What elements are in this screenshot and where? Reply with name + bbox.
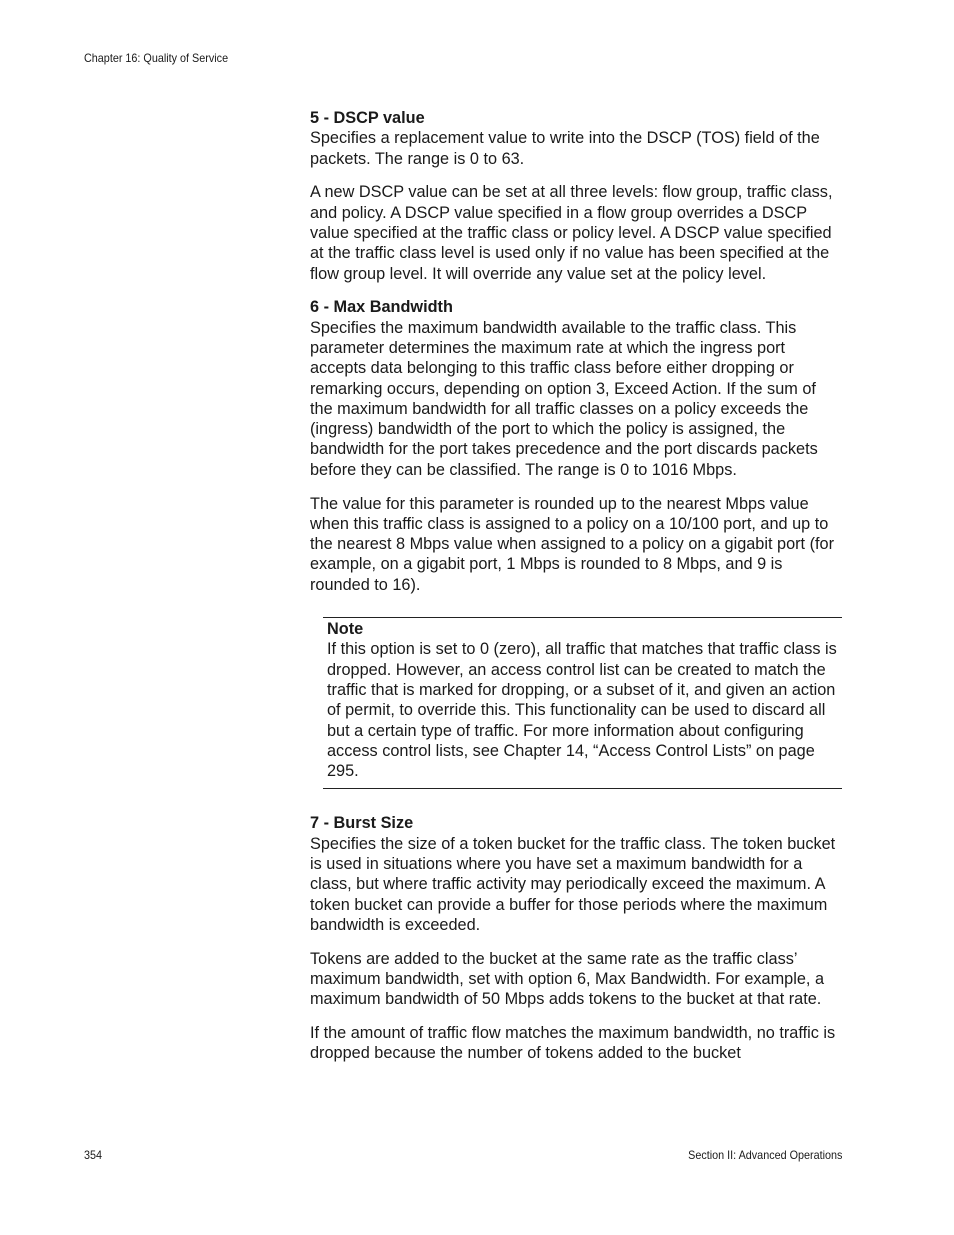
section-burst-size <box>310 813 842 1063</box>
paragraph: Specifies the size of a token bucket for the traffic class. The token bucket is used in situations where you have set a maximum bandwidth for a class, but where traffic activity may periodically exceed the maximum. A token bucket can provide a buffer for those periods where the maximum bandwidth is exceeded. <box>310 834 836 934</box>
note-text: If this option is set to 0 (zero), all traffic that matches that traffic class is dropped. However, an access control list can be created to match the traffic that is marked for dropping, or a subset of it, and given an action of permit, to override this. This functionality can be used to discard all but a certain type of traffic. For more information about configuring access control lists, see Chapter 14, “Access Control Lists” on page 295. <box>327 640 837 781</box>
paragraph: Specifies a replacement value to write into the DSCP (TOS) field of the packets. The range is 0 to 63. <box>310 129 820 168</box>
paragraph: Tokens are added to the bucket at the same rate as the traffic class’ maximum bandwidth, set with option 6, Max Bandwidth. For example, a maximum bandwidth of 50 Mbps adds tokens to the bucket at that rate. <box>310 949 825 1009</box>
running-header: Chapter 16: Quality of Service <box>84 51 229 65</box>
paragraph: If the amount of traffic flow matches the maximum bandwidth, no traffic is dropped because the number of tokens added to the bucket <box>310 1024 836 1063</box>
section-dscp-value <box>310 108 842 284</box>
page-number: 354 <box>84 1148 103 1162</box>
note-box <box>323 617 842 789</box>
page-content <box>310 108 842 1077</box>
paragraph: Specifies the maximum bandwidth available to the traffic class. This parameter determines the maximum rate at which the ingress port accepts data belonging to this traffic class before either dropping or remarking occurs, depending on option 3, Exceed Action. If the sum of the maximum bandwidth for all traffic classes on a policy exceeds the (ingress) bandwidth of the port to which the policy is assigned, the bandwidth for the port takes precedence and the port discards packets before they can be classified. The range is 0 to 1016 Mbps. <box>310 318 818 479</box>
note-heading: Note <box>327 620 364 639</box>
section-heading: 6 - Max Bandwidth <box>310 298 453 317</box>
section-heading: 5 - DSCP value <box>310 109 425 127</box>
paragraph: A new DSCP value can be set at all three levels: flow group, traffic class, and policy. A DSCP value specified in a flow group overrides a DSCP value specified at the traffic class or policy level. A DSCP value specified at the traffic class level is used only if no value has been specified at the flow group level. It will override any value set at the policy level. <box>310 183 833 283</box>
paragraph: The value for this parameter is rounded up to the nearest Mbps value when this traffic class is assigned to a policy on a 10/100 port, and up to the nearest 8 Mbps value when assigned to a policy on a gigabit port (for example, on a gigabit port, 1 Mbps is rounded to 8 Mbps, and 9 is rounded to 16). <box>310 494 835 594</box>
section-max-bandwidth <box>310 297 842 595</box>
footer-section-title: Section II: Advanced Operations <box>687 1148 842 1162</box>
section-heading: 7 - Burst Size <box>310 814 414 833</box>
